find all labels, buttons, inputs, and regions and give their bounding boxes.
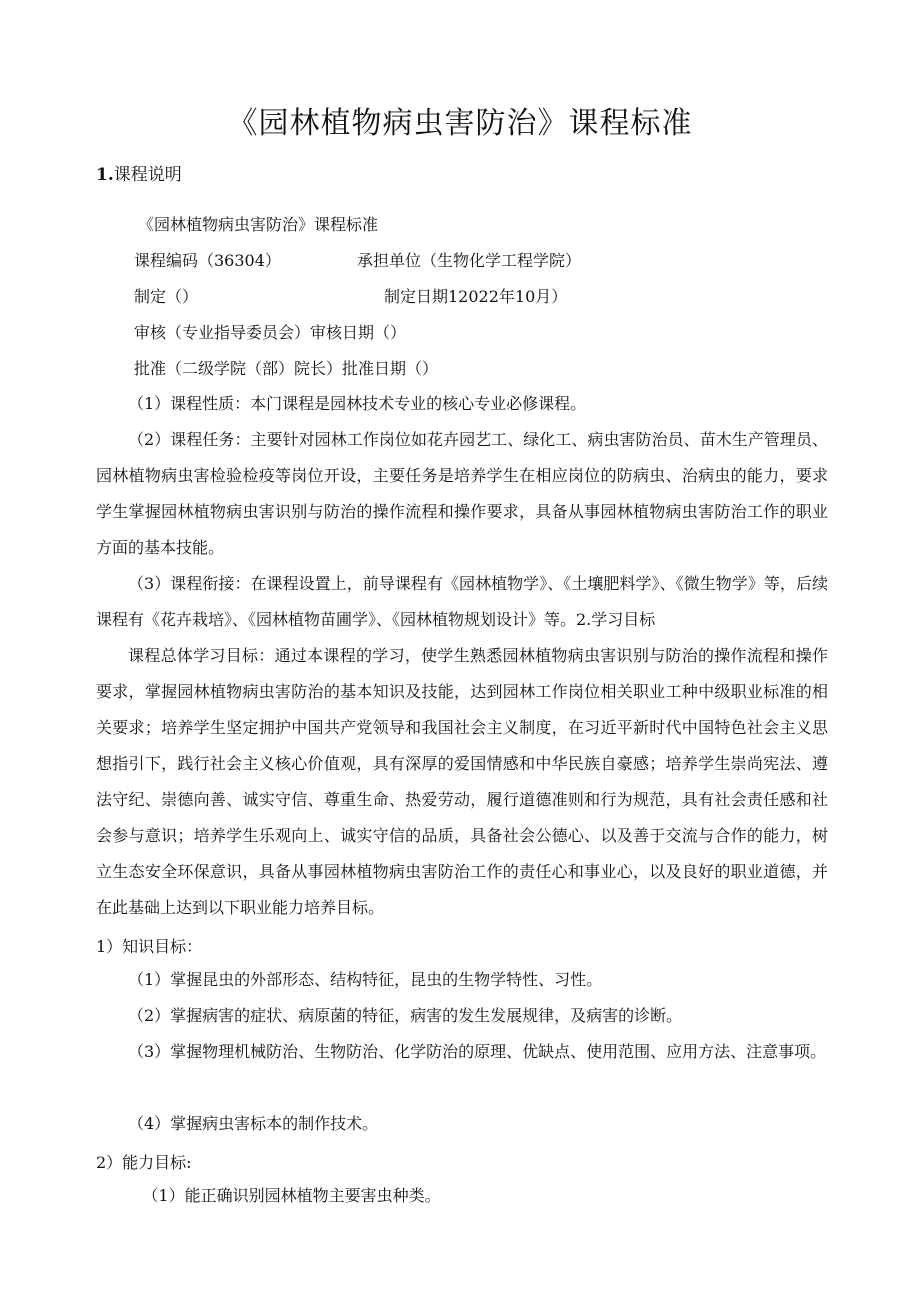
knowledge-item: （2）掌握病害的症状、病原菌的特征，病害的发生发展规律，及病害的诊断。: [128, 1006, 683, 1025]
section-number: 1.: [96, 165, 114, 185]
formulator: 制定（）: [134, 287, 199, 306]
section-heading-course-description: [96, 160, 182, 185]
ability-item: （1）能正确识别园林植物主要害虫种类。: [142, 1186, 441, 1205]
knowledge-item: （4）掌握病虫害标本的制作技术。: [128, 1114, 379, 1133]
document-title: 《园林植物病虫害防治》课程标准: [227, 106, 693, 141]
knowledge-item: （3）掌握物理机械防治、生物防治、化学防治的原理、优缺点、使用范围、应用方法、注意事项。: [128, 1042, 827, 1061]
course-code: 课程编码（36304）: [134, 251, 281, 270]
formulate-date: 制定日期12022年10月）: [384, 287, 568, 306]
approval-line: 批准（二级学院（部）院长）批准日期（）: [134, 359, 439, 378]
knowledge-item: （1）掌握昆虫的外部形态、结构特征，昆虫的生物学特性、习性。: [128, 970, 603, 989]
course-connection-paragraph: （3）课程衔接：在课程设置上，前导课程有《园林植物学》、《土壤肥料学》、《微生物学》等，后续课程有《花卉栽培》、《园林植物苗圃学》、《园林植物规划设计》等。2.学习目标: [96, 574, 828, 629]
overall-goal-paragraph: 课程总体学习目标：通过本课程的学习，使学生熟悉园林植物病虫害识别与防治的操作流程和操作要求，掌握园林植物病虫害防治的基本知识及技能，达到园林工作岗位相关职业工种中级职业标准的相关要求；培养学生坚定拥护中国共产党领导和我国社会主义制度，在习近平新时代中国特色社会主义思想指引下，践行社会主义核心价值观，具有深厚的爱国情感和中华民族自豪感；培养学生崇尚宪法、遵法守纪、崇德向善、诚实守信、尊重生命、热爱劳动，履行道德准则和行为规范，具有社会责任感和社会参与意识；培养学生乐观向上、诚实守信的品质，具备社会公德心、以及善于交流与合作的能力，树立生态安全环保意识，具备从事园林植物病虫害防治工作的责任心和事业心，以及良好的职业道德，并在此基础上达到以下职业能力培养目标。: [96, 646, 828, 917]
knowledge-goal-heading: 1）知识目标：: [96, 937, 203, 956]
undertaking-unit: 承担单位（生物化学工程学院）: [357, 251, 582, 270]
course-task-paragraph: （2）课程任务：主要针对园林工作岗位如花卉园艺工、绿化工、病虫害防治员、苗木生产管理员、园林植物病虫害检验检疫等岗位开设，主要任务是培养学生在相应岗位的防病虫、治病虫的能力，要求学生掌握园林植物病虫害识别与防治的操作流程和操作要求，具备从事园林植物病虫害防治工作的职业方面的基本技能。: [96, 430, 828, 557]
review-line: 审核（专业指导委员会）审核日期（）: [134, 323, 407, 342]
ability-goal-heading: 2）能力目标:: [96, 1153, 192, 1172]
course-name-line: 《园林植物病虫害防治》课程标准: [138, 215, 379, 234]
section-heading-text: 课程说明: [113, 165, 182, 185]
course-nature-paragraph: （1）课程性质：本门课程是园林技术专业的核心专业必修课程。: [128, 394, 587, 413]
